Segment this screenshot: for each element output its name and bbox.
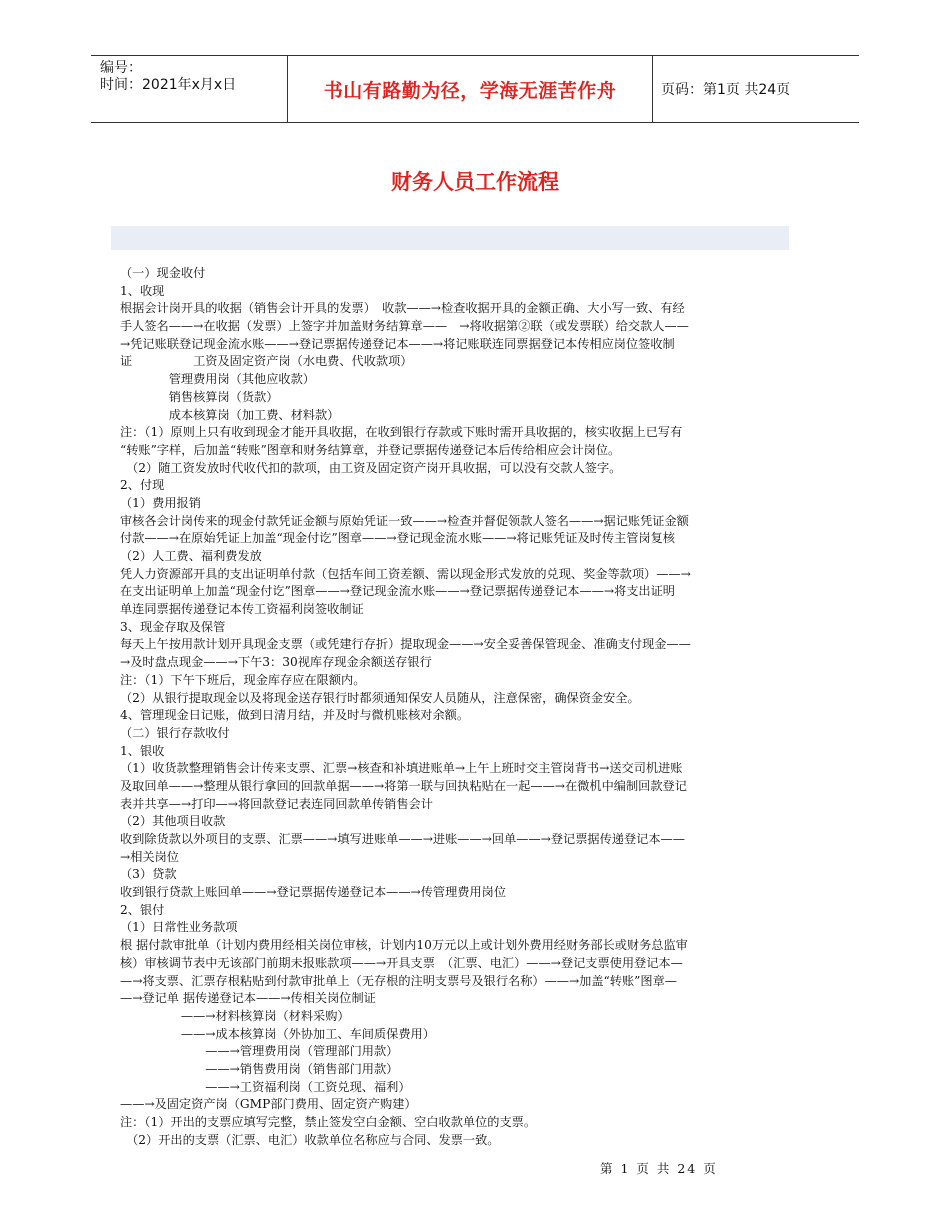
document-number-label: 编号： — [100, 60, 142, 76]
body-line: 根据会计岗开具的收据（销售会计开具的发票） 收款——→检查收据开具的金额正确、大小写一致、有经 — [120, 301, 685, 316]
page-footer: 第 1 页 共 24 页 — [600, 1161, 718, 1176]
body-line: （1）收货款整理销售会计传来支票、汇票→核查和补填进账单→上午上班时交主管岗背书→送交司机进账 — [120, 761, 683, 776]
body-line: ——→及固定资产岗（GMP部门费用、固定资产购建） — [120, 1097, 417, 1112]
body-line: 2、付现 — [120, 478, 165, 493]
body-line: 成本核算岗（加工费、材料款） — [120, 407, 340, 422]
body-line: 凭人力资源部开具的支出证明单付款（包括车间工资差额、需以现金形式发放的兑现、奖金等款项）——→ — [120, 566, 691, 581]
body-line: “转账”字样，后加盖“转账”图章和财务结算章，并登记票据传递登记本后传给相应会计岗位。 — [120, 442, 621, 457]
document-title: 财务人员工作流程 — [391, 169, 559, 194]
document-body — [120, 265, 780, 1149]
body-line: （2）其他项目收款 — [120, 814, 226, 829]
header-page-cell — [653, 56, 859, 122]
body-line: （2）人工费、福利费发放 — [120, 549, 262, 563]
shaded-bar — [111, 226, 789, 250]
body-line: →相关岗位 — [120, 849, 179, 864]
body-line: 单连同票据传递登记本传工资福利岗签收制证 — [120, 602, 364, 617]
body-line: 管理费用岗（其他应收款） — [120, 372, 315, 387]
header-meta-cell — [91, 56, 287, 122]
body-line: 根 据付款审批单（计划内费用经相关岗位审核，计划内10万元以上或计划外费用经财务部长或财务总监审 — [120, 938, 688, 953]
body-line: ——→管理费用岗（管理部门用款） — [120, 1044, 399, 1059]
body-line: （1）日常性业务款项 — [120, 920, 238, 935]
body-line: 注：（1）下午下班后，现金库存应在限额内。 — [120, 672, 366, 687]
body-line: 2、银付 — [120, 902, 165, 917]
body-line: —→登记单 据传递登记本——→传相关岗位制证 — [120, 991, 376, 1006]
body-line: 4、管理现金日记账，做到日清月结，并及时与微机账核对余额。 — [120, 708, 470, 723]
body-line: （2）从银行提取现金以及将现金送存银行时都须通知保安人员随从，注意保密，确保资金安全。 — [120, 690, 640, 705]
body-line: ——→工资福利岗（工资兑现、福利） — [120, 1079, 411, 1094]
body-line: 在支出证明单上加盖“现金付讫”图章——→登记现金流水账——→登记票据传递登记本——→将支出证明 — [120, 584, 675, 599]
body-line: 销售核算岗（货款） — [120, 389, 279, 404]
body-line: 1、银收 — [120, 743, 165, 758]
body-line: →凭记账联登记现金流水账——→登记票据传递登记本——→将记账联连同票据登记本传相应岗位签收制 — [120, 336, 675, 351]
body-line: （二）银行存款收付 — [120, 725, 230, 740]
body-line: ——→材料核算岗（材料采购） — [120, 1008, 350, 1023]
header-motto-cell — [287, 56, 653, 122]
body-line: 付款——→在原始凭证上加盖“现金付讫”图章——→登记现金流水账——→将记账凭证及时传主管岗复核 — [120, 531, 675, 546]
body-line: 注：（1）原则上只有收到现金才能开具收据，在收到银行存款或下账时需开具收据的，核实收据上已写有 — [120, 425, 683, 440]
body-line: （3）贷款 — [120, 867, 177, 882]
header-motto: 书山有路勤为径，学海无涯苦作舟 — [323, 79, 617, 102]
body-line: 注：（1）开出的支票应填写完整，禁止签发空白金额、空白收款单位的支票。 — [120, 1115, 537, 1129]
body-line: 证 工资及固定资产岗（水电费、代收款项） — [120, 354, 413, 369]
body-line: 表并共享—→打印—→将回款登记表连同回款单传销售会计 — [120, 796, 433, 811]
body-line: 手人签名——→在收据（发票）上签字并加盖财务结算章—— →将收据第②联（或发票联）给交款人—— — [120, 319, 689, 334]
header-table — [91, 55, 859, 123]
body-line: —→将支票、汇票存根粘贴到付款审批单上（无存根的注明支票号及银行名称）——→加盖“转账”图章— — [120, 973, 677, 988]
document-date: 时间：2021年x月x日 — [100, 77, 237, 93]
header-page-info: 页码：第1页 共24页 — [661, 82, 791, 98]
body-line: 1、收现 — [120, 283, 165, 298]
body-line: 及取回单——→整理从银行拿回的回款单据——→将第一联与回执粘贴在一起——→在微机中编制回款登记 — [120, 778, 687, 793]
body-line: →及时盘点现金——→下午3：30视库存现金余额送存银行 — [120, 655, 432, 670]
body-line: （一）现金收付 — [120, 266, 206, 280]
body-line: 3、现金存取及保管 — [120, 619, 226, 634]
body-line: ——→销售费用岗（销售部门用款） — [120, 1061, 399, 1076]
body-line: 收到除货款以外项目的支票、汇票——→填写进账单——→进账——→回单——→登记票据传递登记本—— — [120, 832, 685, 846]
body-line: （2）随工资发放时代收代扣的款项，由工资及固定资产岗开具收据，可以没有交款人签字。 — [120, 460, 622, 475]
body-line: （1）费用报销 — [120, 495, 201, 510]
body-line: 每天上午按用款计划开具现金支票（或凭建行存折）提取现金——→安全妥善保管现金、准确支付现金—— — [120, 637, 691, 652]
body-line: 核）审核调节表中无该部门前期未报账款项——→开具支票 （汇票、电汇）——→登记支票使用登记本— — [120, 955, 683, 970]
body-line: （2）开出的支票（汇票、电汇）收款单位名称应与合同、发票一致。 — [120, 1132, 500, 1147]
body-line: 收到银行贷款上账回单——→登记票据传递登记本——→传管理费用岗位 — [120, 885, 507, 900]
body-line: 审核各会计岗传来的现金付款凭证金额与原始凭证一致——→检查并督促领款人签名——→据记账凭证金额 — [120, 513, 689, 528]
body-line: ——→成本核算岗（外协加工、车间质保费用） — [120, 1026, 435, 1041]
